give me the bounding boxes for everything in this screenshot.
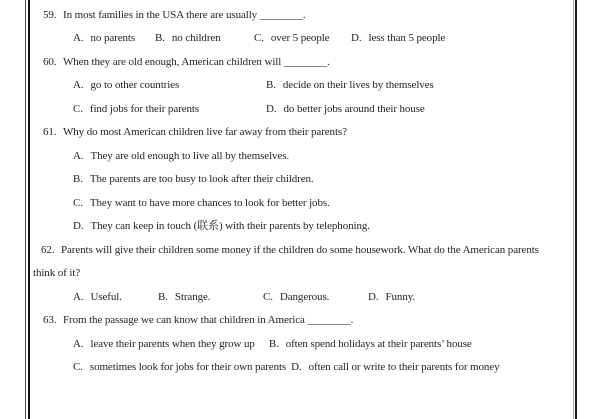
- question-59: [0, 7, 600, 23]
- option-label: C.: [254, 32, 264, 44]
- option-text: Funny.: [385, 291, 416, 303]
- option-63-D: [286, 361, 499, 373]
- option-text: find jobs for their parents: [89, 103, 199, 115]
- question-60-options-row1: [0, 77, 600, 93]
- option-label: A.: [73, 291, 84, 303]
- option-60-C: [73, 101, 199, 117]
- option-label: D.: [73, 220, 84, 232]
- option-59-B: [155, 30, 221, 46]
- option-label: A.: [73, 338, 84, 350]
- question-62: [0, 242, 600, 258]
- option-label: B.: [268, 338, 279, 350]
- option-text: over 5 people: [270, 32, 330, 44]
- option-61-C-row: [0, 195, 600, 211]
- question-61-number: 61.: [43, 126, 57, 138]
- option-60-D: [266, 101, 425, 117]
- question-60-text: When they are old enough, American children will ________.: [63, 56, 330, 68]
- question-63-text: From the passage we can know that children in America ________.: [63, 314, 354, 326]
- option-62-D: [368, 289, 415, 305]
- question-59-text: In most families in the USA there are usually ________.: [63, 9, 306, 21]
- option-63-A: [73, 338, 255, 350]
- option-label: B.: [266, 79, 276, 91]
- option-label: C.: [73, 361, 83, 373]
- option-text: sometimes look for jobs for their own parents: [89, 361, 287, 373]
- option-text: Strange.: [174, 291, 211, 303]
- option-text: They can keep in touch (联系) with their parents by telephoning.: [90, 220, 370, 232]
- question-59-number: 59.: [43, 9, 57, 21]
- option-61-D: [73, 218, 370, 234]
- question-62-text-line2: think of it?: [33, 267, 81, 279]
- option-text: Useful.: [90, 291, 122, 303]
- option-label: C.: [73, 197, 83, 209]
- option-text: do better jobs around their house: [283, 103, 425, 115]
- question-62-number: 62.: [41, 244, 55, 256]
- option-label: D.: [368, 291, 379, 303]
- option-label: D.: [266, 103, 277, 115]
- option-label: A.: [73, 150, 84, 162]
- option-text: They want to have more chances to look for better jobs.: [89, 197, 330, 209]
- option-text: no parents: [90, 32, 136, 44]
- question-61-text: Why do most American children live far away from their parents?: [63, 126, 347, 138]
- option-61-A-row: [0, 148, 600, 164]
- question-60: [0, 54, 600, 70]
- option-text: Dangerous.: [279, 291, 330, 303]
- option-59-A: [73, 30, 135, 46]
- question-63-number: 63.: [43, 314, 57, 326]
- option-61-A: [73, 148, 289, 164]
- option-text: decide on their lives by themselves: [282, 79, 434, 91]
- question-63-options-row1: [73, 336, 472, 352]
- option-62-A: [73, 289, 122, 305]
- option-59-D: [351, 30, 445, 46]
- option-text: often spend holidays at their parents’ house: [285, 338, 472, 350]
- option-59-C: [254, 30, 329, 46]
- option-text: often call or write to their parents for money: [308, 361, 500, 373]
- question-62-options: [0, 289, 600, 305]
- option-60-A: [73, 77, 179, 93]
- option-text: The parents are too busy to look after their children.: [89, 173, 314, 185]
- option-label: A.: [73, 32, 84, 44]
- question-61: [0, 124, 600, 140]
- option-label: A.: [73, 79, 84, 91]
- option-label: B.: [73, 173, 83, 185]
- option-61-B: [73, 171, 314, 187]
- option-label: C.: [263, 291, 273, 303]
- option-62-B: [158, 289, 210, 305]
- question-62-wrap: [0, 265, 600, 281]
- option-label: B.: [155, 32, 165, 44]
- option-label: D.: [291, 361, 302, 373]
- option-60-B: [266, 77, 434, 93]
- option-61-C: [73, 195, 330, 211]
- option-text: no children: [171, 32, 221, 44]
- option-label: C.: [73, 103, 83, 115]
- option-61-D-row: [0, 218, 600, 234]
- question-59-options: [0, 30, 600, 46]
- option-label: D.: [351, 32, 362, 44]
- option-text: less than 5 people: [368, 32, 446, 44]
- option-63-B: [255, 338, 472, 350]
- question-60-options-row2: [0, 101, 600, 117]
- option-text: They are old enough to live all by themselves.: [90, 150, 290, 162]
- question-62-text-line1: Parents will give their children some money if the children do some housework. What do the American parents: [61, 244, 539, 256]
- question-60-number: 60.: [43, 56, 57, 68]
- question-63: [0, 312, 600, 328]
- option-label: B.: [158, 291, 168, 303]
- option-61-B-row: [0, 171, 600, 187]
- option-62-C: [263, 289, 329, 305]
- option-text: go to other countries: [90, 79, 180, 91]
- option-63-C: [73, 361, 286, 373]
- question-63-options-row2: [73, 359, 500, 375]
- option-text: leave their parents when they grow up: [90, 338, 255, 350]
